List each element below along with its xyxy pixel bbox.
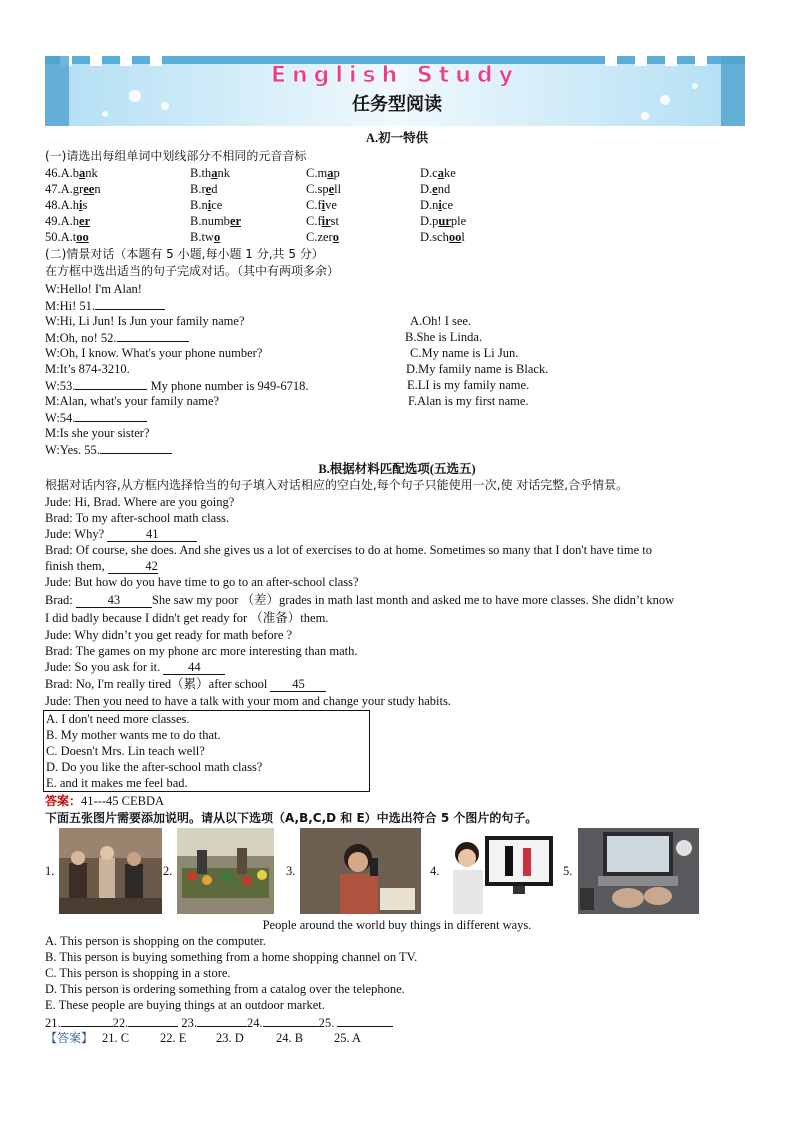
vowel-option: D.purple [420,214,467,228]
vowel-option: 46.A.bank [45,166,98,180]
dialog-line-7: W:53. My phone number is 949-6718. [45,379,309,393]
pictures-caption: People around the world buy things in different ways. [262,918,532,932]
answer-c-1: 21. C [102,1031,130,1045]
part2-title: (二)情景对话（本题有 5 小题,每小题 1 分,共 5 分） [45,247,324,261]
dialog-line-11: W:Yes. 55. [45,441,172,458]
options-box [43,710,370,792]
store-photo [59,828,162,914]
vowel-option: B.thank [190,166,230,180]
dialog-line-4: M:Oh, no! 52. [45,329,189,346]
b-line-10: Brad: The games on my phone arc more interesting than math. [45,644,358,658]
dialog-line-5: W:Oh, I know. What's your phone number? [45,346,263,360]
vowel-option: B.nice [190,198,223,212]
option-a: A.Oh! I see. [410,314,472,328]
answer-c-3: 23. D [216,1031,244,1045]
pic-num-2: 2. [163,864,173,878]
box-option-c: C. Doesn't Mrs. Lin teach well? [46,744,205,758]
banner-text: English Study [270,63,520,88]
part1-title: (一)请选出每组单词中划线部分不相同的元音音标 [45,149,307,163]
dialog-line-8: M:Alan, what's your family name? [45,394,220,408]
part2-instruction: 在方框中选出适当的句子完成对话。（其中有两项多余） [45,264,340,278]
section-c-instruction: 下面五张图片需要添加说明。请从以下选项（A,B,C,D 和 E）中选出符合 5 个图片的句子。 [45,811,538,825]
c-option-b: B. This person is buying something from a home shopping channel on TV. [45,950,418,964]
vowel-option: 48.A.his [45,198,88,212]
dialog-line-1: W:Hello! I'm Alan! [45,282,142,296]
b-line-3: Jude: Why? 41 [45,526,197,542]
vowel-option: D.cake [420,166,456,180]
pic-num-3: 3. [286,864,296,878]
answer-c-label: 【答案】 [45,1031,94,1045]
b-line-2: Brad: To my after-school math class. [45,511,230,525]
option-e: E.LI is my family name. [407,378,530,392]
vowel-option: C.five [306,198,337,212]
pic-num-1: 1. [45,864,55,878]
option-b: B.She is Linda. [405,330,483,344]
vowel-option: 49.A.her [45,214,91,228]
dialog-line-10: M:Is she your sister? [45,426,150,440]
section-b-heading: B.根据材料匹配选项(五选五) [318,462,476,476]
vowel-option: 50.A.too [45,230,89,244]
box-option-b: B. My mother wants me to do that. [46,728,221,742]
answer-c-2: 22. E [160,1031,187,1045]
pic-num-5: 5. [563,864,573,878]
answer-c-4: 24. B [276,1031,304,1045]
vowel-option: D.nice [420,198,453,212]
vowel-option: C.map [306,166,340,180]
vowel-option: B.red [190,182,218,196]
b-line-6: Jude: But how do you have time to go to an after-school class? [45,575,359,589]
computer-shopping-photo [578,828,699,914]
b-line-11: Jude: So you ask for it. 44 [45,659,225,675]
vowel-option: B.two [190,230,221,244]
b-line-12: Brad: No, I'm really tired（累）after school 45 [45,676,326,692]
box-option-e: E. and it makes me feel bad. [46,776,188,790]
b-line-7: Brad: 43 She saw my poor （差）grades in math last month and asked me to have more classes. She didn’t know [45,593,675,607]
option-f: F.Alan is my first name. [408,394,529,408]
c-option-a: A. This person is shopping on the computer. [45,934,266,948]
b-line-13: Jude: Then you need to have a talk with your mom and change your study habits. [45,694,451,708]
box-option-a: A. I don't need more classes. [46,712,190,726]
tv-shopping-photo [445,828,556,914]
vowel-option: C.zero [306,230,339,244]
b-line-5: finish them, 42 [45,559,158,573]
answer-c-5: 25. A [334,1031,362,1045]
vowel-option: 47.A.green [45,182,101,196]
box-option-d: D. Do you like the after-school math class? [46,760,263,774]
b-line-1: Jude: Hi, Brad. Where are you going? [45,495,235,509]
answer-blanks: 21. 22. 23. 24. 25. [45,1014,393,1031]
c-option-c: C. This person is shopping in a store. [45,966,231,980]
b-line-4: Brad: Of course, she does. And she gives us a lot of exercises to do at home. Sometimes so many that I don't have time to [45,543,652,557]
vowel-option: D.end [420,182,451,196]
outdoor-market-photo [177,828,274,914]
vowel-option: D.school [420,230,465,244]
answer-b: 答案：41---45 CEBDA [45,794,164,808]
dialog-line-6: M:It’s 874-3210. [45,362,130,376]
section-b-instruction: 根据对话内容,从方框内选择恰当的句子填入对话相应的空白处,每个句子只能使用一次,使 对话完整,合乎情景。 [45,478,629,492]
b-line-8: I did badly because I didn't get ready for （准备）them. [45,611,329,625]
section-a-heading: A.初一特供 [365,131,429,145]
b-line-9: Jude: Why didn’t you get ready for math before ? [45,628,293,642]
c-option-e: E. These people are buying things at an outdoor market. [45,998,325,1012]
dialog-line-9: W:54. [45,409,147,426]
option-d: D.My family name is Black. [406,362,549,376]
vowel-option: C.spell [306,182,342,196]
c-option-d: D. This person is ordering something from a catalog over the telephone. [45,982,405,996]
option-c: C.My name is Li Jun. [410,346,519,360]
vowel-option: B.number [190,214,242,228]
pic-num-4: 4. [430,864,440,878]
dialog-line-3: W:Hi, Li Jun! Is Jun your family name? [45,314,245,328]
dialog-line-2: M:Hi! 51. [45,297,165,314]
vowel-option: C.first [306,214,339,228]
page-title: 任务型阅读 [352,94,442,115]
phone-order-photo [300,828,421,914]
